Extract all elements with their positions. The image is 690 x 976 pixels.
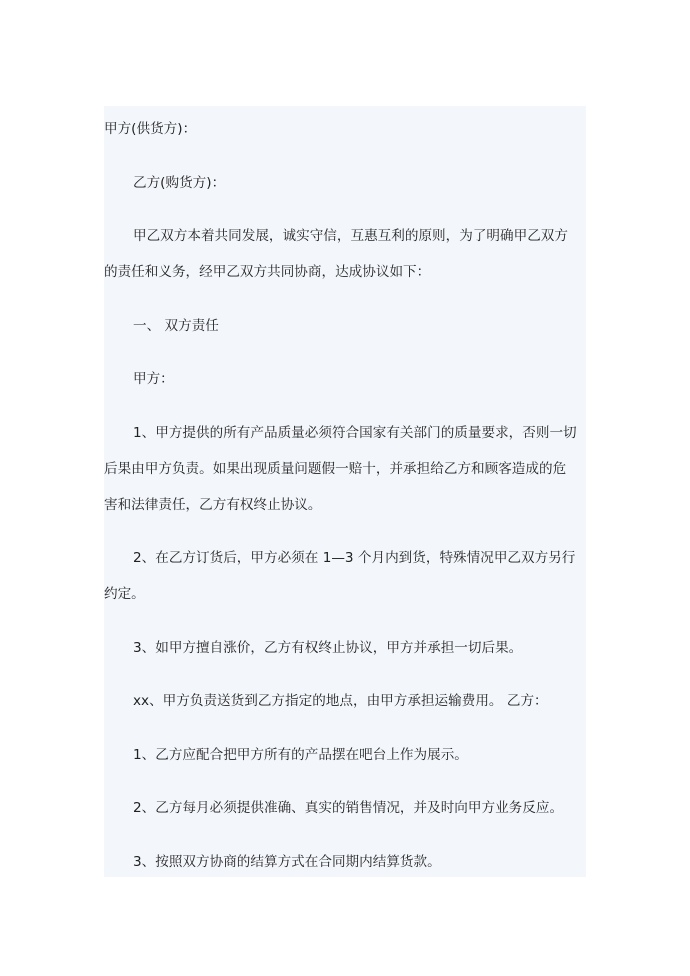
paragraph-line: xx、甲方负责送货到乙方指定的地点，由甲方承担运输费用。 乙方： — [133, 693, 548, 709]
paragraph-line: 乙方(购货方)： — [133, 174, 226, 191]
paragraph-line: 后果由甲方负责。如果出现质量问题假一赔十，并承担给乙方和顾客造成的危 — [104, 460, 567, 477]
paragraph-line: 一、 双方责任 — [133, 317, 219, 334]
paragraph-line: 2、乙方每月必须提供准确、真实的销售情况，并及时向甲方业务反应。 — [133, 800, 564, 816]
paragraph-line: 3、如甲方擅自涨价，乙方有权终止协议，甲方并承担一切后果。 — [133, 639, 523, 656]
paragraph-line: 的责任和义务，经甲乙双方共同协商，达成协议如下： — [104, 264, 431, 280]
paragraph-line: 甲方(供货方)： — [104, 121, 197, 137]
paragraph-line: 甲方： — [133, 371, 174, 387]
paragraph-line: 3、按照双方协商的结算方式在合同期内结算货款。 — [133, 853, 441, 870]
paragraph-line: 2、在乙方订货后，甲方必须在 1—3 个月内到货，特殊情况甲乙双方另行 — [133, 550, 576, 566]
paragraph-line: 1、甲方提供的所有产品质量必须符合国家有关部门的质量要求，否则一切 — [133, 424, 577, 441]
paragraph-line: 害和法律责任，乙方有权终止协议。 — [104, 496, 322, 513]
paragraph-line: 1、乙方应配合把甲方所有的产品摆在吧台上作为展示。 — [133, 746, 468, 763]
document-page — [104, 106, 586, 877]
paragraph-line: 甲乙双方本着共同发展，诚实守信，互惠互利的原则，为了明确甲乙双方 — [133, 228, 568, 244]
paragraph-line: 约定。 — [104, 586, 145, 602]
